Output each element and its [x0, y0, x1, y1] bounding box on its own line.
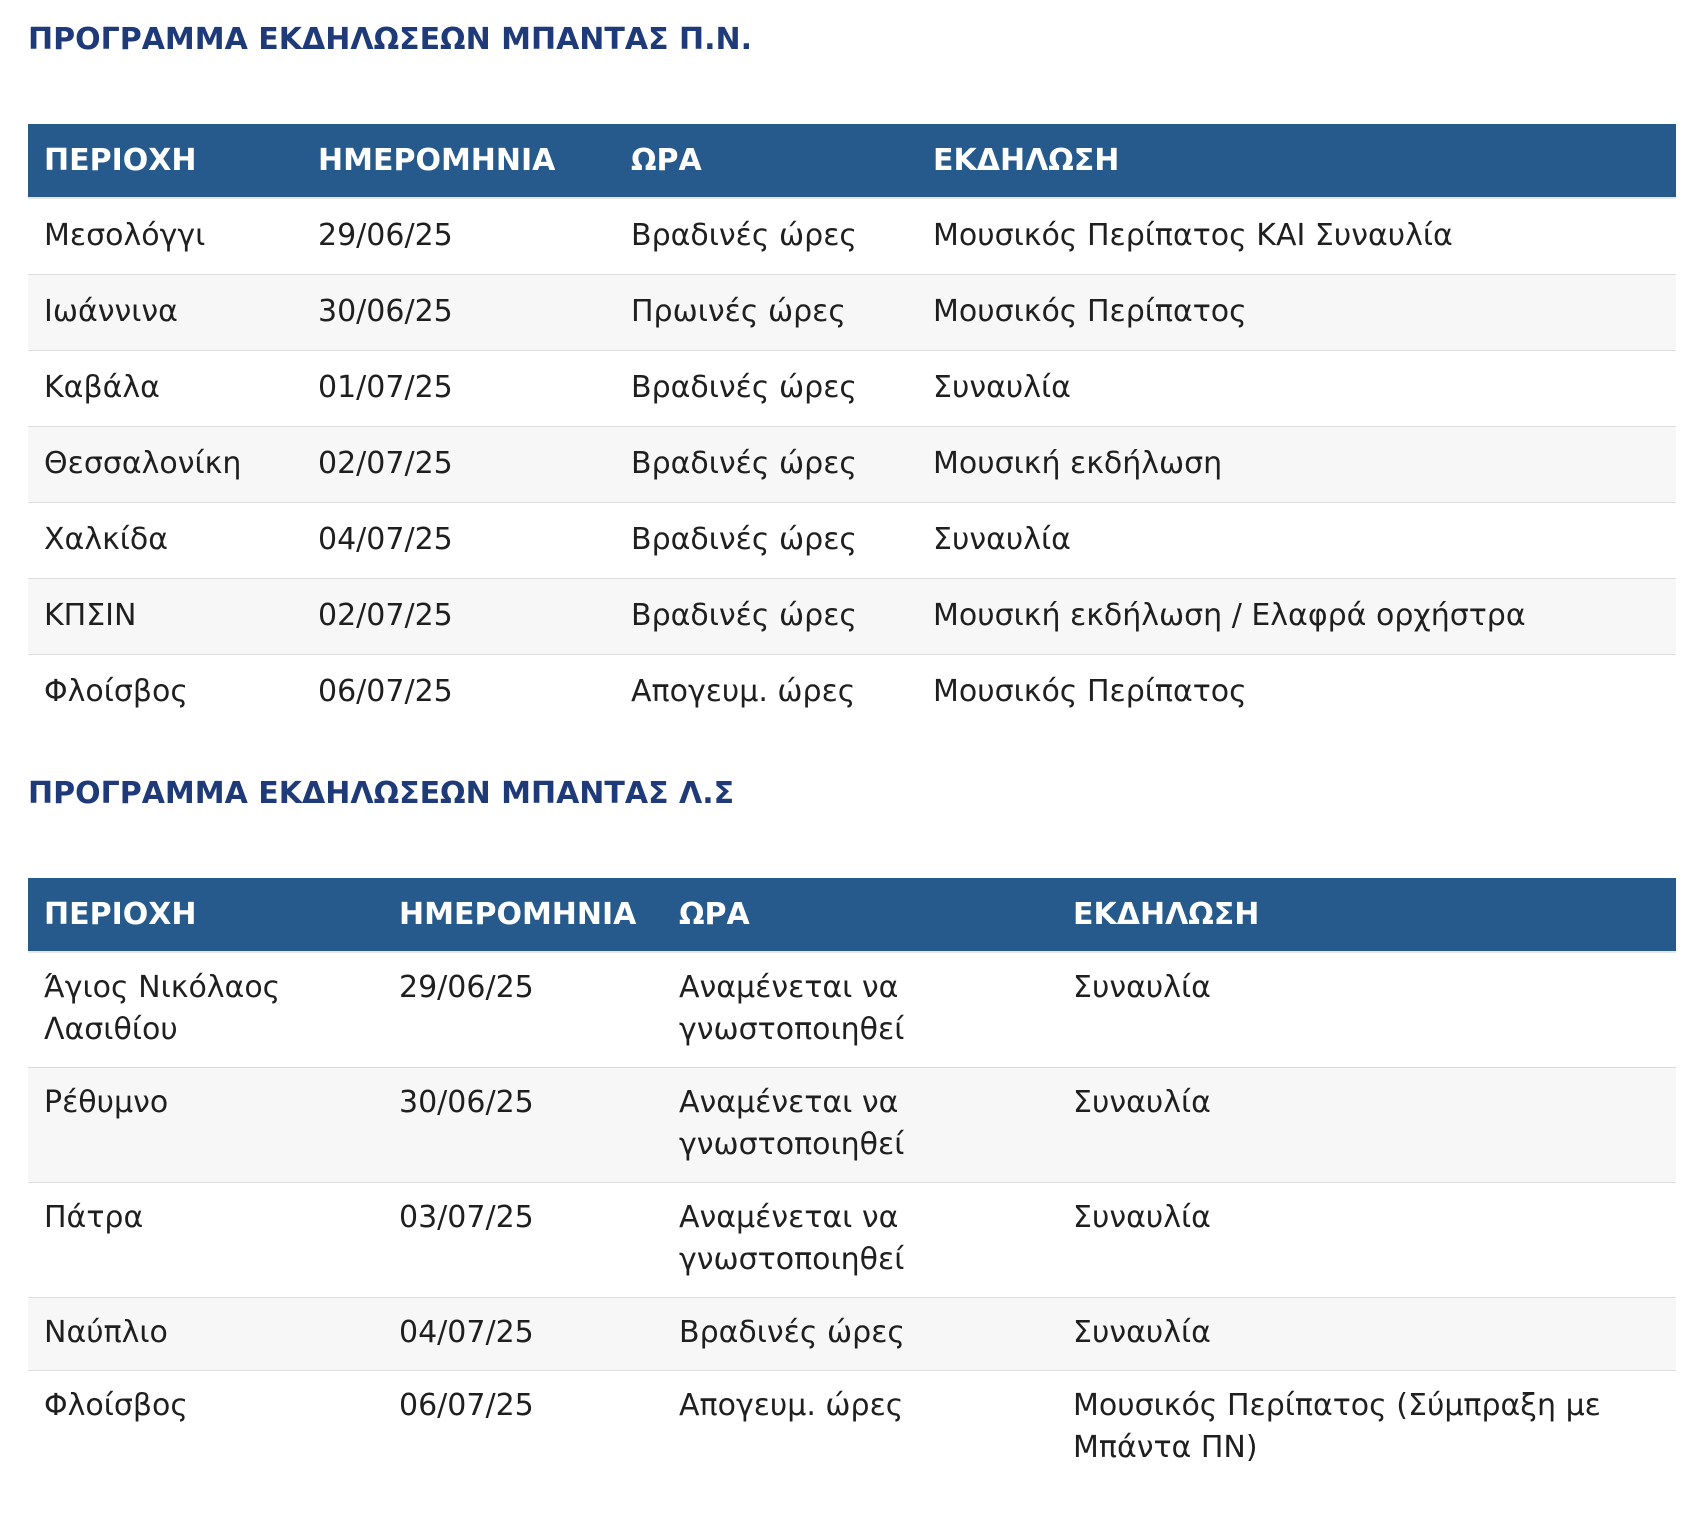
cell-event: Μουσικός Περίπατος [917, 274, 1676, 350]
header-region: ΠΕΡΙΟΧΗ [28, 124, 302, 198]
cell-time: Βραδινές ώρες [615, 502, 917, 578]
table-row [28, 426, 1676, 502]
cell-time: Πρωινές ώρες [615, 274, 917, 350]
cell-date: 29/06/25 [302, 198, 615, 274]
cell-event: Μουσικός Περίπατος ΚΑΙ Συναυλία [917, 198, 1676, 274]
cell-region: Ιωάννινα [28, 274, 302, 350]
cell-date: 01/07/25 [302, 350, 615, 426]
cell-event: Συναυλία [1057, 952, 1676, 1068]
cell-time: Βραδινές ώρες [615, 350, 917, 426]
cell-region: Φλοίσβος [28, 1371, 383, 1486]
table-row [28, 654, 1676, 730]
cell-region: ΚΠΣΙΝ [28, 578, 302, 654]
cell-time: Απογευμ. ώρες [663, 1371, 1057, 1486]
cell-date: 04/07/25 [383, 1298, 663, 1371]
events-table-coast-guard-band [28, 878, 1676, 1485]
cell-region: Καβάλα [28, 350, 302, 426]
section-title-navy-band: ΠΡΟΓΡΑΜΜΑ ΕΚΔΗΛΩΣΕΩΝ ΜΠΑΝΤΑΣ Π.Ν. [28, 22, 753, 57]
cell-region: Φλοίσβος [28, 654, 302, 730]
cell-region: Άγιος Νικόλαος Λασιθίου [28, 952, 383, 1068]
cell-date: 06/07/25 [383, 1371, 663, 1486]
cell-time: Αναμένεται να γνωστοποιηθεί [663, 1068, 1057, 1183]
table-row [28, 350, 1676, 426]
section-title-coast-guard-band: ΠΡΟΓΡΑΜΜΑ ΕΚΔΗΛΩΣΕΩΝ ΜΠΑΝΤΑΣ Λ.Σ [28, 776, 735, 811]
cell-time: Βραδινές ώρες [615, 578, 917, 654]
table-row [28, 578, 1676, 654]
cell-date: 02/07/25 [302, 426, 615, 502]
cell-event: Συναυλία [1057, 1183, 1676, 1298]
table-row [28, 274, 1676, 350]
header-region: ΠΕΡΙΟΧΗ [28, 878, 383, 952]
header-time: ΩΡΑ [663, 878, 1057, 952]
cell-region: Χαλκίδα [28, 502, 302, 578]
cell-region: Μεσολόγγι [28, 198, 302, 274]
table-row [28, 952, 1676, 1068]
header-date: ΗΜΕΡΟΜΗΝΙΑ [302, 124, 615, 198]
table-row [28, 198, 1676, 274]
cell-region: Ναύπλιο [28, 1298, 383, 1371]
cell-date: 06/07/25 [302, 654, 615, 730]
cell-region: Πάτρα [28, 1183, 383, 1298]
cell-time: Απογευμ. ώρες [615, 654, 917, 730]
cell-time: Αναμένεται να γνωστοποιηθεί [663, 952, 1057, 1068]
cell-time: Βραδινές ώρες [615, 198, 917, 274]
cell-date: 29/06/25 [383, 952, 663, 1068]
header-event: ΕΚΔΗΛΩΣΗ [1057, 878, 1676, 952]
cell-date: 03/07/25 [383, 1183, 663, 1298]
header-date: ΗΜΕΡΟΜΗΝΙΑ [383, 878, 663, 952]
table-header-row [28, 124, 1676, 198]
cell-date: 30/06/25 [302, 274, 615, 350]
cell-time: Βραδινές ώρες [615, 426, 917, 502]
table-header-row [28, 878, 1676, 952]
cell-date: 04/07/25 [302, 502, 615, 578]
cell-time: Βραδινές ώρες [663, 1298, 1057, 1371]
cell-event: Μουσική εκδήλωση / Ελαφρά ορχήστρα [917, 578, 1676, 654]
header-event: ΕΚΔΗΛΩΣΗ [917, 124, 1676, 198]
table-row [28, 1298, 1676, 1371]
cell-region: Θεσσαλονίκη [28, 426, 302, 502]
table-row [28, 1371, 1676, 1486]
cell-date: 30/06/25 [383, 1068, 663, 1183]
cell-event: Μουσικός Περίπατος (Σύμπραξη με Μπάντα ΠΝ) [1057, 1371, 1676, 1486]
cell-region: Ρέθυμνο [28, 1068, 383, 1183]
cell-event: Συναυλία [1057, 1298, 1676, 1371]
table-row [28, 502, 1676, 578]
table-row [28, 1183, 1676, 1298]
cell-time: Αναμένεται να γνωστοποιηθεί [663, 1183, 1057, 1298]
header-time: ΩΡΑ [615, 124, 917, 198]
cell-event: Συναυλία [917, 502, 1676, 578]
events-table-navy-band [28, 124, 1676, 730]
cell-event: Μουσική εκδήλωση [917, 426, 1676, 502]
table-row [28, 1068, 1676, 1183]
cell-event: Συναυλία [917, 350, 1676, 426]
cell-event: Μουσικός Περίπατος [917, 654, 1676, 730]
cell-date: 02/07/25 [302, 578, 615, 654]
cell-event: Συναυλία [1057, 1068, 1676, 1183]
